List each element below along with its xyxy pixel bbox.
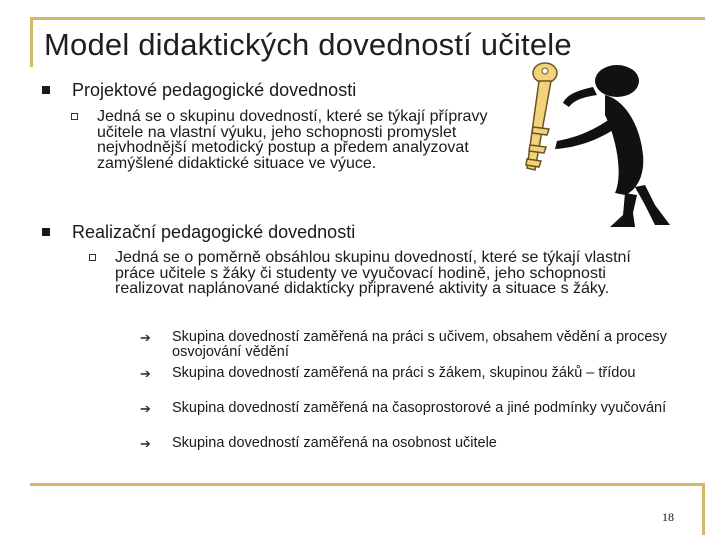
right-arrow-icon: ➔ [140,401,151,416]
sub-bullet-text: Jedná se o skupinu dovedností, které se týkají přípravy učitele na vlastní výuku, jeho schopnosti promyslet nejvhodnější metodický postup a předem analyzovat zamýšlené didaktické situace ve výuce. [97,108,488,172]
frame-border-right [702,483,705,535]
figure-holding-key-illustration [505,55,705,240]
square-bullet-icon [42,228,50,236]
square-bullet-icon [42,86,50,94]
arrow-bullet-text: Skupina dovedností zaměřená na práci s žákem, skupinou žáků – třídou [172,365,636,381]
hollow-square-bullet-icon [89,254,96,261]
bullet-heading: Projektové pedagogické dovednosti [72,80,357,100]
slide-title: Model didaktických dovedností učitele [44,27,572,62]
arrow-bullet-item [140,435,667,451]
arrow-bullet-item [140,400,667,416]
sub-bullet-item [97,109,497,171]
arrow-bullet-item [140,365,667,381]
arrow-bullet-item [140,329,667,360]
frame-border-left [30,17,33,67]
hollow-square-bullet-icon [71,113,78,120]
bullet-heading: Realizační pedagogické dovednosti [72,222,356,242]
arrow-bullet-text: Skupina dovedností zaměřená na časoprostorové a jiné podmínky vyučování [172,400,667,416]
sub-bullet-item [115,250,655,297]
arrow-bullet-text: Skupina dovedností zaměřená na osobnost učitele [172,435,497,451]
page-number: 18 [662,510,674,524]
bullet-item-realizacni [72,222,355,243]
sub-bullet-text: Jedná se o poměrně obsáhlou skupinu dovedností, které se týkají vlastní práce učitele s žáky či studenty ve vyučovací hodině, jeho schopnosti realizovat naplánované didakticky připravené aktivity a situace s žáky. [115,249,631,297]
bullet-item-projektove [72,80,356,101]
frame-border-bottom [30,483,705,486]
arrow-bullet-text: Skupina dovedností zaměřená na práci s učivem, obsahem vědění a procesy osvojování vědění [172,329,667,360]
right-arrow-icon: ➔ [140,436,151,451]
frame-border-top [30,17,705,20]
figure-holding-key-icon [505,55,705,235]
right-arrow-icon: ➔ [140,330,151,345]
right-arrow-icon: ➔ [140,366,151,381]
